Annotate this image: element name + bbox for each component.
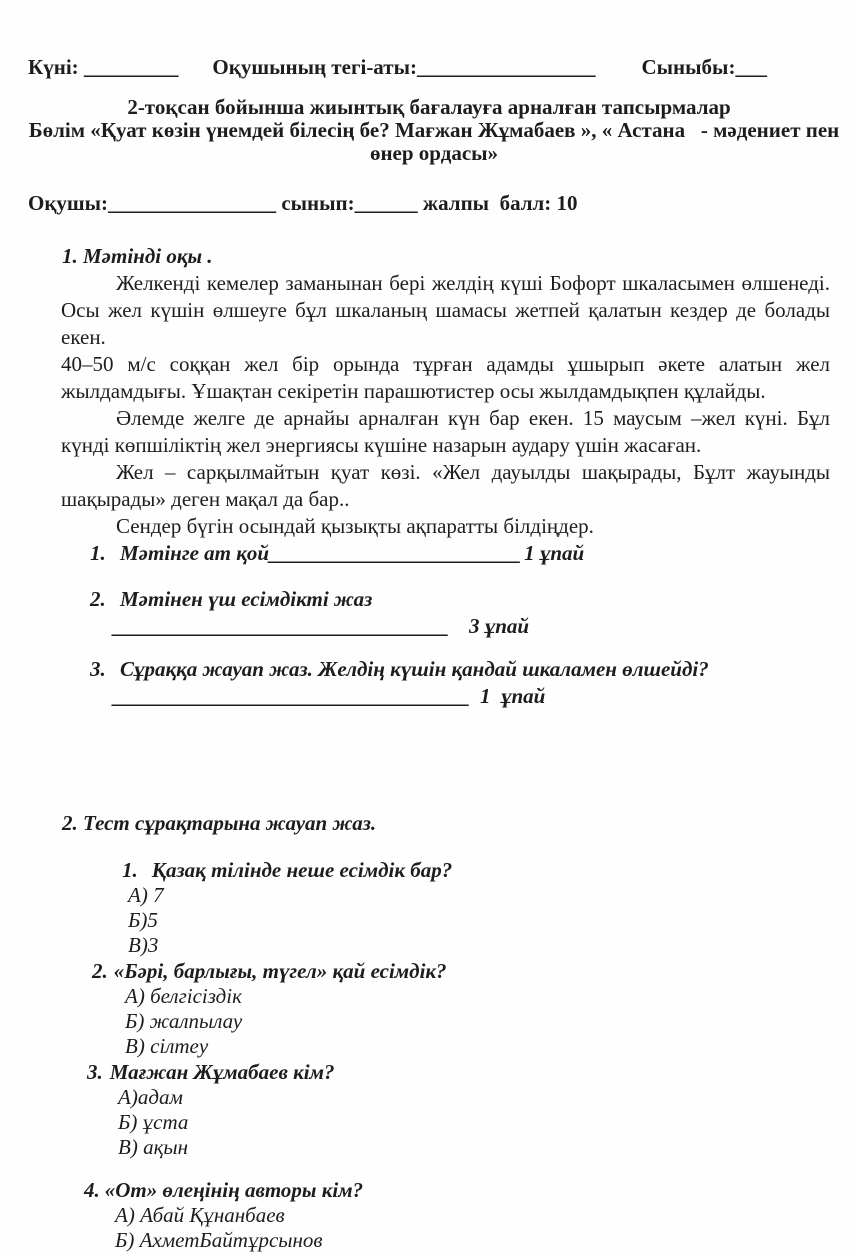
date-label: Күні: bbox=[28, 55, 79, 79]
answer-option: В) ақын bbox=[118, 1135, 189, 1159]
task1-question-3 bbox=[28, 656, 830, 710]
reading-paragraph: 40–50 м/с соққан жел бір орында тұрған адамды ұшырып әкете алатын жел жылдамдығы. Ұшақтан секіретін парашютистер осы жылдамдықпен құлайды. bbox=[61, 352, 830, 403]
doc-subtitle: Бөлім «Қуат көзін үнемдей білесің бе? Мағжан Жұмабаев », « Астана - мәдениет пен өнер ордасы» bbox=[28, 118, 845, 165]
student-name-label: Оқушының тегі-аты: bbox=[212, 55, 417, 79]
question-text: Мәтінен үш есімдікті жаз bbox=[120, 587, 373, 611]
answer-option: Б) жалпылау bbox=[125, 1009, 243, 1033]
answer-option: А) белгісіздік bbox=[125, 984, 242, 1008]
points-label: 3 ұпай bbox=[469, 614, 530, 638]
answer-blank: ________________________ bbox=[269, 541, 522, 565]
reading-paragraph: Жел – сарқылмайтын қуат көзі. «Жел дауылды шақырады, Бұлт жауынды шақырады» деген мақал да бар.. bbox=[61, 460, 830, 511]
student-line bbox=[28, 190, 830, 217]
question-number: 4. bbox=[84, 1178, 100, 1202]
reading-paragraph: Желкенді кемелер заманынан бері желдің күші Бофорт шкаласымен өлшенеді. Осы жел күшін өлшеуге бұл шкаланың шамасы жетпей қалатын кездер де болады екен. bbox=[61, 271, 830, 349]
student-blank: ________________ bbox=[108, 191, 277, 215]
answer-option: А)адам bbox=[118, 1085, 183, 1109]
student-class-blank: ______ bbox=[354, 191, 418, 215]
points-label: 1 ұпай bbox=[480, 684, 546, 708]
question-text: «Бәрі, барлығы, түгел» қай есімдік? bbox=[113, 959, 447, 983]
section-spacer bbox=[28, 710, 830, 810]
question-text: Сұраққа жауап жаз. Желдің күшін қандай шкаламен өлшейді? bbox=[120, 657, 709, 681]
question-text: Қазақ тілінде неше есімдік бар? bbox=[151, 858, 453, 882]
answer-option: Б) ұста bbox=[118, 1110, 189, 1134]
task1-heading: 1. Мәтінді оқы . bbox=[62, 244, 213, 268]
answer-option: Б) АхметБайтұрсынов bbox=[115, 1228, 323, 1252]
question-number: 1. bbox=[90, 541, 106, 565]
answer-blank: __________________________________ bbox=[113, 684, 470, 708]
answer-option: Б)5 bbox=[128, 908, 158, 932]
answer-blank: ________________________________ bbox=[113, 614, 449, 638]
header-line bbox=[28, 54, 830, 81]
total-score-label: жалпы балл: 10 bbox=[422, 191, 578, 215]
reading-paragraph: Әлемде желге де арнайы арналған күн бар екен. 15 маусым –жел күні. Бұл күнді көпшіліктің жел энергиясы күшіне назарын аудару үшін жасаған. bbox=[61, 406, 830, 457]
answer-option: А) 7 bbox=[128, 883, 164, 907]
answer-option: А) Абай Құнанбаев bbox=[115, 1203, 285, 1227]
test-question-2 bbox=[28, 958, 830, 1059]
task1-question-1 bbox=[28, 540, 830, 567]
question-number: 2. bbox=[90, 587, 106, 611]
question-text: Мағжан Жұмабаев кім? bbox=[109, 1060, 335, 1084]
class-label: Сыныбы: bbox=[641, 55, 736, 79]
class-blank: ___ bbox=[735, 55, 767, 79]
points-label: 1 ұпай bbox=[524, 541, 585, 565]
task1-question-2 bbox=[28, 586, 830, 640]
student-name-blank: _________________ bbox=[416, 55, 596, 79]
task2-heading: 2. Тест сұрақтарына жауап жаз. bbox=[62, 811, 377, 835]
question-number: 3. bbox=[90, 657, 106, 681]
question-text: Мәтінге ат қой bbox=[120, 541, 270, 565]
date-blank: _________ bbox=[83, 55, 179, 79]
doc-title: 2-тоқсан бойынша жиынтық бағалауға арналған тапсырмалар bbox=[127, 95, 731, 119]
test-question-3 bbox=[28, 1059, 830, 1160]
student-label: Оқушы: bbox=[28, 191, 109, 215]
reading-paragraph: Сендер бүгін осындай қызықты ақпаратты білдіңдер. bbox=[116, 514, 594, 538]
question-text: «От» өлеңінің авторы кім? bbox=[104, 1178, 364, 1202]
question-number: 1. bbox=[122, 858, 138, 882]
answer-option: В)3 bbox=[128, 933, 159, 957]
test-question-4 bbox=[28, 1177, 830, 1253]
question-number: 2. bbox=[92, 959, 108, 983]
student-class-label: сынып: bbox=[281, 191, 355, 215]
test-question-1 bbox=[28, 857, 830, 958]
question-number: 3. bbox=[87, 1060, 103, 1084]
answer-option: В) сілтеу bbox=[125, 1034, 209, 1058]
